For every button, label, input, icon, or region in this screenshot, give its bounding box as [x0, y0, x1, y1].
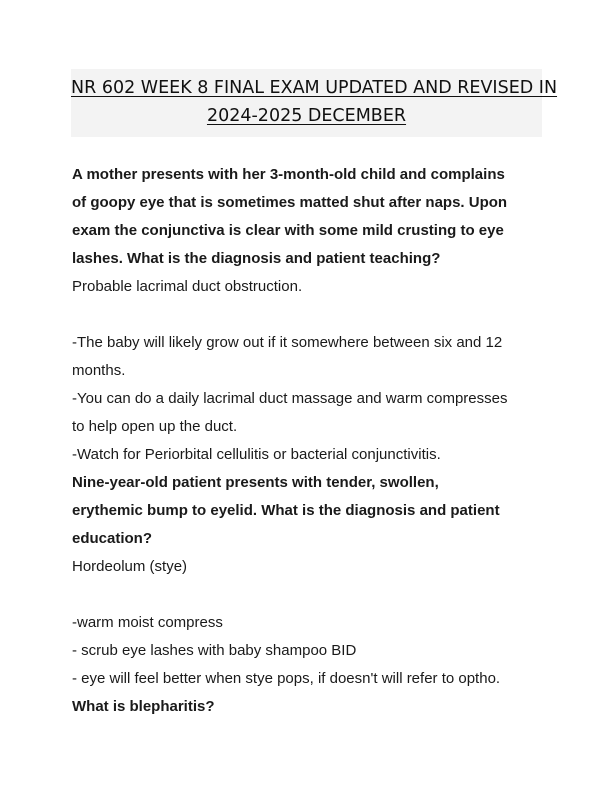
answer-2-point: - eye will feel better when stye pops, if doesn't will refer to optho.: [72, 670, 501, 687]
answer-1-point: months.: [72, 362, 126, 379]
answer-1-point: -The baby will likely grow out if it somewhere between six and 12: [72, 334, 503, 351]
spacer: [72, 581, 547, 609]
answer-2-point: - scrub eye lashes with baby shampoo BID: [72, 642, 357, 659]
answer-1-point: to help open up the duct.: [72, 418, 238, 435]
title-line-2: 2024-2025 DECEMBER: [206, 106, 407, 126]
title-line-1: NR 602 WEEK 8 FINAL EXAM UPDATED AND REVISED IN: [71, 78, 558, 98]
spacer: [72, 301, 547, 329]
question-1-line: A mother presents with her 3-month-old child and complains: [72, 166, 505, 183]
question-2-line: education?: [72, 530, 153, 547]
question-1-line: of goopy eye that is sometimes matted shut after naps. Upon: [72, 194, 508, 211]
question-3: What is blepharitis?: [72, 698, 215, 715]
answer-2-point: -warm moist compress: [72, 614, 223, 631]
document-title: [71, 69, 558, 137]
answer-2: Hordeolum (stye): [72, 558, 188, 575]
question-2-line: Nine-year-old patient presents with tender, swollen,: [72, 474, 439, 491]
document-body: [72, 161, 547, 721]
answer-1-point: -Watch for Periorbital cellulitis or bacterial conjunctivitis.: [72, 446, 441, 463]
question-1-line: lashes. What is the diagnosis and patient teaching?: [72, 250, 441, 267]
question-1-line: exam the conjunctiva is clear with some mild crusting to eye: [72, 222, 504, 239]
answer-1-point: -You can do a daily lacrimal duct massage and warm compresses: [72, 390, 508, 407]
answer-1: Probable lacrimal duct obstruction.: [72, 278, 303, 295]
question-2-line: erythemic bump to eyelid. What is the diagnosis and patient: [72, 502, 500, 519]
